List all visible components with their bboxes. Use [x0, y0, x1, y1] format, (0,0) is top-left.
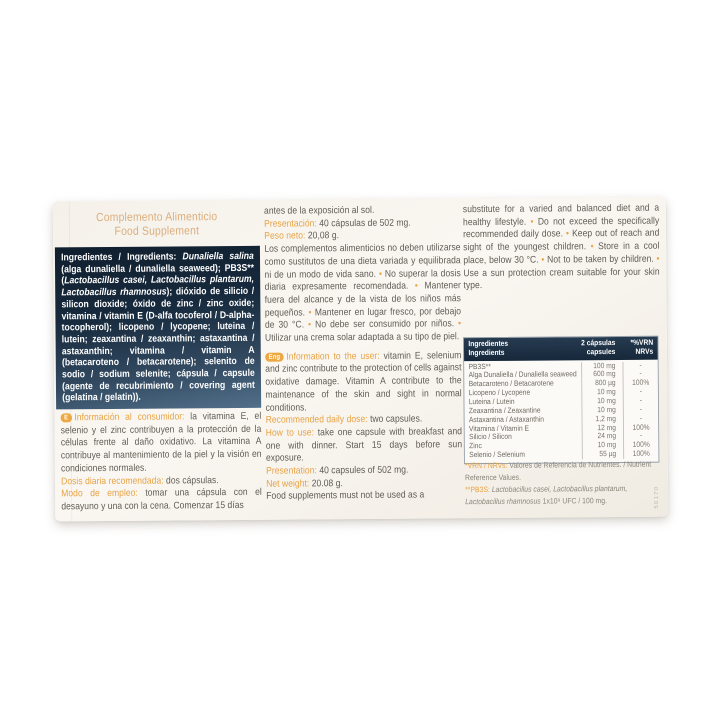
- text-run: la vitamina E, el selenio y el zinc contribuyen a la protección de la células frente al daño oxidativo. La vitamina A contribuye al mantenimiento de la piel y la visión en condiciones normales.: [60, 410, 262, 475]
- text-run: Los complementos alimenticios no deben utilizarse como sustitutos de una dieta variada y equilibrada ni de un modo de vida sano.: [264, 242, 461, 281]
- table-cell-amount: 24 mg: [582, 432, 623, 441]
- how-to-use-en: [266, 426, 463, 466]
- text-run: (alga dunaliella / dunaliella seaweed); PB3S** (: [61, 262, 254, 287]
- how-to-use-es: [61, 487, 262, 514]
- table-cell-name: Astaxantina / Astaxanthin: [468, 414, 545, 424]
- table-cell-amount: 12 mg: [582, 423, 623, 432]
- text-run: antes de la exposición al sol.: [263, 204, 375, 217]
- text-run: 20.08 g.: [309, 477, 343, 490]
- field-label: How to use:: [265, 427, 315, 439]
- table-cell-name: Selenio / Selenium: [469, 449, 525, 460]
- table-cell-nrv: 100%: [623, 450, 658, 459]
- field-label: Presentation:: [266, 465, 317, 477]
- text-run: Food supplements must not be used as a: [266, 489, 425, 503]
- text-run: 1x10⁹ UFC / 100 mg.: [540, 496, 607, 506]
- table-cell-amount: 100 mg: [581, 362, 622, 371]
- text-run: Not to be taken by children.: [544, 253, 657, 266]
- nutrition-table: [463, 336, 659, 464]
- table-cell-name: Licopeno / Lycopene: [468, 387, 531, 398]
- consumer-info-es: [61, 411, 262, 476]
- table-cell-nrv: 100%: [623, 379, 658, 388]
- panel-title: [53, 209, 261, 239]
- nutrition-table-body: [464, 359, 658, 463]
- warnings-en: [463, 203, 660, 293]
- text-run: Lactobacillus casei, Lactobacillus plantarum, Lactobacillus rhamnosus: [61, 274, 255, 299]
- warnings-es: [264, 242, 461, 345]
- text-run: take one capsule with breakfast and one with dinner. Start 15 days before sun exposure.: [265, 426, 463, 465]
- panel-title-es: Complemento Alimenticio: [96, 209, 218, 225]
- header-per-2-capsules: 2 cápsulas capsules: [581, 337, 616, 357]
- bullet-icon: •: [378, 268, 383, 280]
- text-run: Ingredientes / Ingredients:: [61, 251, 183, 264]
- field-label: Presentación:: [264, 218, 317, 230]
- table-cell-name: Alga Dunaliella / Dunaliella seaweed: [468, 369, 577, 380]
- table-cell-amount: 10 mg: [581, 388, 622, 397]
- language-pill: Eng: [265, 352, 284, 361]
- table-cell-name: Luteina / Lutein: [468, 396, 515, 407]
- table-footnotes: [465, 459, 664, 509]
- text-run: 40 cápsulas de 502 mg.: [316, 217, 411, 230]
- middle-text-column: [264, 204, 463, 504]
- consumer-info-es-block: [61, 411, 262, 514]
- table-cell-nrv: 100%: [623, 441, 658, 450]
- text-run: Do not exceed the specifically recommended daily dose.: [463, 215, 660, 241]
- table-cell-nrv: -: [623, 361, 658, 370]
- table-cell-nrv: 100%: [623, 423, 658, 432]
- text-run: Mantener fuera del alcance y de la vista de los niños más pequeños.: [264, 280, 462, 319]
- text-run: Store in a cool place, below 30 °C.: [463, 240, 660, 267]
- table-cell-amount: 55 µg: [582, 450, 623, 459]
- text-run: Utilizar una crema solar adaptada a su tipo de piel.: [264, 331, 460, 344]
- table-cell-amount: 10 mg: [581, 406, 622, 415]
- table-cell-amount: 1,2 mg: [582, 415, 623, 424]
- field-label: Information to the user:: [286, 350, 380, 363]
- table-cell-nrv: -: [623, 388, 658, 397]
- text-run: Keep out of reach and sight of the youngest children.: [463, 228, 660, 254]
- text-run: Valores de Referencia de Nutrientes. / Nutrient Reference Values.: [464, 459, 652, 483]
- field-label: Información al consumidor:: [74, 411, 185, 424]
- text-run: Use a sun protection cream suitable for your skin type.: [463, 266, 660, 292]
- table-cell-amount: 800 µg: [581, 379, 622, 388]
- header-ingredients: Ingredientes Ingredients: [468, 338, 509, 357]
- text-run: two capsules.: [367, 413, 423, 426]
- bullet-icon: •: [590, 241, 594, 253]
- supplement-box-back-panel: [53, 197, 668, 522]
- text-run: vitamin E, selenium and zinc contribute to the protection of cells against oxidative damage. Vitamin A contribute to the maintenance of the skin and sight in normal conditions.: [265, 349, 462, 414]
- field-label: Dosis diaria recomendada:: [61, 475, 164, 487]
- table-cell-name: PB3S**: [468, 361, 491, 371]
- text-run: Dunaliella salina: [182, 250, 254, 263]
- footnote-vrn: [465, 459, 664, 485]
- field-label: Net weight:: [266, 478, 310, 490]
- print-lot-code: 50170: [653, 485, 660, 509]
- table-cell-amount: 10 mg: [582, 441, 623, 450]
- bullet-icon: •: [530, 216, 534, 228]
- right-text-column: [463, 203, 660, 293]
- footnote-pb3s: [465, 483, 664, 509]
- table-cell-nrv: -: [623, 405, 658, 414]
- table-cell-nrv: -: [623, 370, 658, 379]
- header-nrv: *%VRN NRVs: [630, 337, 654, 356]
- table-cell-amount: 10 mg: [581, 397, 622, 406]
- table-cell-nrv: -: [623, 414, 658, 423]
- text-run: substitute for a varied and balanced diet and a healthy lifestyle.: [462, 202, 660, 228]
- text-run: Mantener en lugar fresco, por debajo de 30 °C.: [264, 305, 462, 332]
- food-supplements-overflow: [266, 490, 462, 504]
- table-cell-nrv: -: [623, 397, 658, 406]
- nutrition-table-header: [464, 337, 658, 361]
- field-label: Recommended daily dose:: [265, 414, 368, 426]
- text-run: 20,08 g.: [305, 230, 340, 242]
- bullet-icon: •: [414, 280, 418, 292]
- bullet-icon: •: [308, 319, 312, 331]
- text-run: dos cápsulas.: [163, 474, 219, 487]
- bullet-icon: •: [541, 254, 545, 266]
- text-run: 40 capsules of 502 mg.: [316, 464, 409, 477]
- field-label: *VRN / NRVs:: [464, 460, 508, 471]
- text-run: No debe ser consumido por niños.: [311, 318, 459, 331]
- consumer-info-en: [265, 350, 462, 415]
- bullet-icon: •: [308, 307, 312, 319]
- table-cell-name: Silicio / Silicon: [469, 432, 512, 442]
- bullet-icon: •: [656, 253, 660, 265]
- language-pill: E: [61, 413, 72, 422]
- text-run: tomar una cápsula con el desayuno y una con la cena. Comenzar 15 días: [61, 486, 262, 513]
- table-cell-name: Zinc: [469, 441, 482, 451]
- text-run: No superar la dosis diaria expresamente recomendada.: [264, 267, 461, 293]
- ingredients-box: [55, 246, 261, 410]
- field-label: Peso neto:: [264, 230, 306, 243]
- table-cell-nrv: -: [623, 432, 658, 441]
- bullet-icon: •: [565, 228, 570, 240]
- table-cell-name: Zeaxantina / Zeaxantine: [468, 405, 541, 415]
- printed-label-area: [53, 197, 668, 522]
- panel-title-en: Food Supplement: [114, 223, 200, 239]
- bullet-icon: •: [458, 318, 462, 330]
- field-label: Modo de empleo:: [61, 487, 138, 500]
- table-cell-name: Vitamina / Vitamin E: [468, 423, 529, 433]
- text-run: Lactobacillus casei, Lactobacillus plantarum, Lactobacillus rhamnosus: [465, 484, 628, 507]
- text-run: ); dióxido de silicio / silicon dioxide; óxido de zinc / zinc oxide; vitamina / vitamin E (D-alfa tocoferol / D-alpha-tocopherol); licopeno / lycopene; luteina / lutein; zeaxantina / zeaxanthin; astaxantina / astaxanthin; vitamina / vitamin A (betacaroteno / betacarotene); selenito de sodio / sodium selenite; cápsula / capsule (agente de recubrimiento / covering agent (gelatina / gelatin)).: [61, 285, 255, 404]
- table-cell-amount: 600 mg: [581, 370, 622, 379]
- table-cell-name: Betacaroteno / Betacarotene: [468, 378, 554, 389]
- field-label: **PB3S:: [465, 485, 490, 495]
